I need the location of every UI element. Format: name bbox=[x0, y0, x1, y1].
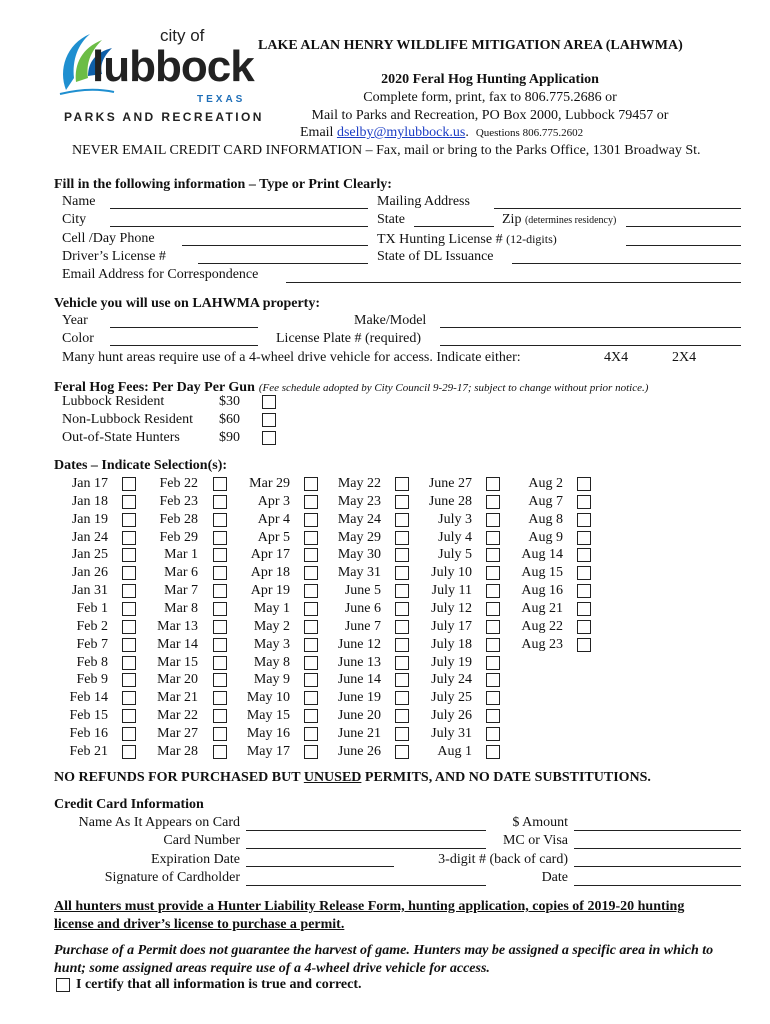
date-label: July 31 bbox=[431, 726, 472, 741]
name-field[interactable] bbox=[110, 208, 368, 209]
cvv-field[interactable] bbox=[574, 866, 741, 867]
date-label: Aug 9 bbox=[528, 530, 563, 545]
fee-checkbox[interactable] bbox=[262, 431, 276, 445]
date-label: July 10 bbox=[431, 565, 472, 580]
date-label: Feb 16 bbox=[69, 726, 108, 741]
year-label: Year bbox=[62, 313, 88, 328]
date-label: Feb 8 bbox=[76, 655, 108, 670]
date-label: Mar 1 bbox=[164, 547, 198, 562]
purchase-disclaimer: Purchase of a Permit does not guarantee the harvest of game. Hunters may be assigned a specific area in which to hunt; some assigned areas require use of a 4-wheel drive vehicle for access. bbox=[54, 943, 714, 976]
date-checkbox[interactable] bbox=[486, 745, 500, 759]
fees-note: (Fee schedule adopted by City Council 9-29-17; subject to change without prior notice.) bbox=[258, 382, 649, 394]
date-label: May 3 bbox=[253, 637, 290, 652]
info-heading: Fill in the following information – Type or Print Clearly: bbox=[54, 177, 392, 192]
fee-price: $90 bbox=[219, 430, 240, 445]
logo-texas: TEXAS bbox=[197, 94, 246, 105]
date-checkbox[interactable] bbox=[577, 531, 591, 545]
date-label: Aug 21 bbox=[521, 601, 563, 616]
date-label: Aug 22 bbox=[521, 619, 563, 634]
date-label: Jan 24 bbox=[71, 530, 108, 545]
card-name-label: Name As It Appears on Card bbox=[78, 815, 240, 830]
date-label: July 24 bbox=[431, 672, 472, 687]
date-label: Jan 18 bbox=[71, 494, 108, 509]
date-label: May 24 bbox=[337, 512, 381, 527]
date-checkbox[interactable] bbox=[486, 709, 500, 723]
date-label: Feb 29 bbox=[159, 530, 198, 545]
date-checkbox[interactable] bbox=[577, 513, 591, 527]
all-hunters-notice: All hunters must provide a Hunter Liability Release Form, hunting application, copies of 2019-20 hunting license and driver’s license to purchase a permit. bbox=[54, 899, 685, 932]
mc-visa-label: MC or Visa bbox=[502, 833, 568, 848]
date-label: May 22 bbox=[337, 476, 381, 491]
date-label: June 20 bbox=[337, 708, 381, 723]
header-line2: Mail to Parks and Recreation, PO Box 2000, Lubbock 79457 or bbox=[311, 108, 669, 123]
form-subtitle: 2020 Feral Hog Hunting Application bbox=[381, 72, 599, 87]
tx-license-field[interactable] bbox=[626, 245, 741, 246]
date-label: Feb 23 bbox=[159, 494, 198, 509]
email-link[interactable]: dselby@mylubbock.us bbox=[336, 125, 466, 140]
date-label: Apr 18 bbox=[250, 565, 290, 580]
email-line: Email dselby@mylubbock.us. Questions 806.775.2602 bbox=[300, 125, 584, 140]
date-label: Apr 4 bbox=[257, 512, 290, 527]
date-label: Date bbox=[541, 870, 568, 885]
zip-note: (determines residency) bbox=[524, 215, 617, 226]
date-checkbox[interactable] bbox=[486, 673, 500, 687]
date-label: Jan 17 bbox=[71, 476, 108, 491]
date-label: Jan 25 bbox=[71, 547, 108, 562]
card-heading: Credit Card Information bbox=[54, 797, 204, 812]
cell-label: Cell /Day Phone bbox=[62, 231, 155, 246]
refund-pre: NO REFUNDS FOR PURCHASED BUT bbox=[54, 770, 304, 785]
date-label: July 4 bbox=[438, 530, 472, 545]
date-label: July 17 bbox=[431, 619, 472, 634]
date-label: Mar 15 bbox=[157, 655, 198, 670]
date-label: June 28 bbox=[428, 494, 472, 509]
date-label: Mar 7 bbox=[164, 583, 198, 598]
date-label: May 9 bbox=[253, 672, 290, 687]
date-label: June 12 bbox=[337, 637, 381, 652]
cvv-label: 3-digit # (back of card) bbox=[438, 852, 568, 867]
date-checkbox[interactable] bbox=[577, 620, 591, 634]
date-checkbox[interactable] bbox=[486, 656, 500, 670]
date-label: Aug 7 bbox=[528, 494, 563, 509]
amount-label: $ Amount bbox=[512, 815, 568, 830]
vehicle-note: Many hunt areas require use of a 4-wheel drive vehicle for access. Indicate either: bbox=[62, 350, 521, 365]
date-label: July 18 bbox=[431, 637, 472, 652]
date-label: Aug 1 bbox=[437, 744, 472, 759]
date-checkbox[interactable] bbox=[577, 548, 591, 562]
card-exp-label: Expiration Date bbox=[150, 852, 240, 867]
date-label: June 6 bbox=[344, 601, 381, 616]
date-label: Aug 2 bbox=[528, 476, 563, 491]
date-label: June 27 bbox=[428, 476, 472, 491]
date-checkbox[interactable] bbox=[486, 727, 500, 741]
amount-field[interactable] bbox=[574, 830, 741, 831]
date-label: Jan 19 bbox=[71, 512, 108, 527]
date-label: Aug 8 bbox=[528, 512, 563, 527]
card-exp-field[interactable] bbox=[246, 866, 394, 867]
dl-label: Driver’s License # bbox=[62, 249, 166, 264]
date-checkbox[interactable] bbox=[577, 477, 591, 491]
date-checkbox[interactable] bbox=[486, 691, 500, 705]
date-label: Mar 14 bbox=[157, 637, 198, 652]
date-label: Aug 15 bbox=[521, 565, 563, 580]
mc-visa-field[interactable] bbox=[574, 848, 741, 849]
make-label: Make/Model bbox=[354, 313, 427, 328]
date-label: Feb 22 bbox=[159, 476, 198, 491]
certify-text: I certify that all information is true and correct. bbox=[76, 977, 362, 992]
date-label: July 12 bbox=[431, 601, 472, 616]
date-label: May 8 bbox=[253, 655, 290, 670]
date-label: Mar 27 bbox=[157, 726, 198, 741]
card-number-label: Card Number bbox=[163, 833, 240, 848]
cell-field[interactable] bbox=[182, 245, 368, 246]
fee-label: Lubbock Resident bbox=[62, 394, 165, 409]
date-label: June 14 bbox=[337, 672, 381, 687]
questions-phone: Questions 806.775.2602 bbox=[475, 127, 584, 139]
date-label: Feb 7 bbox=[76, 637, 108, 652]
fee-price: $60 bbox=[219, 412, 240, 427]
date-label: Feb 1 bbox=[76, 601, 108, 616]
mailing-field[interactable] bbox=[494, 208, 741, 209]
form-title: LAKE ALAN HENRY WILDLIFE MITIGATION AREA (LAHWMA) bbox=[258, 38, 683, 53]
date-label: Feb 28 bbox=[159, 512, 198, 527]
mailing-label: Mailing Address bbox=[377, 194, 470, 209]
tx-license-label-wrap bbox=[377, 231, 557, 248]
date-checkbox[interactable] bbox=[577, 602, 591, 616]
certify-checkbox[interactable] bbox=[56, 978, 70, 992]
date-label: July 5 bbox=[438, 547, 472, 562]
state-field[interactable] bbox=[414, 226, 494, 227]
date-label: Mar 22 bbox=[157, 708, 198, 723]
date-label: Apr 3 bbox=[257, 494, 290, 509]
dates-heading: Dates – Indicate Selection(s): bbox=[54, 458, 228, 473]
date-label: June 7 bbox=[344, 619, 381, 634]
date-label: May 23 bbox=[337, 494, 381, 509]
refund-unused: UNUSED bbox=[303, 770, 362, 785]
fees-heading: Feral Hog Fees: Per Day Per Gun bbox=[54, 380, 255, 395]
option-2x4[interactable]: 2X4 bbox=[672, 350, 697, 365]
date-label: May 1 bbox=[253, 601, 290, 616]
date-label: July 11 bbox=[431, 583, 472, 598]
refund-post: PERMITS, AND NO DATE SUBSTITUTIONS. bbox=[361, 770, 651, 785]
color-label: Color bbox=[62, 331, 94, 346]
date-label: May 15 bbox=[246, 708, 290, 723]
date-label: May 30 bbox=[337, 547, 381, 562]
date-label: July 3 bbox=[438, 512, 472, 527]
zip-label: Zip bbox=[502, 212, 522, 227]
date-label: May 2 bbox=[253, 619, 290, 634]
date-label: May 17 bbox=[246, 744, 290, 759]
date-label: Jan 31 bbox=[71, 583, 108, 598]
header-line1: Complete form, print, fax to 806.775.2686 or bbox=[363, 90, 617, 105]
email-field[interactable] bbox=[286, 282, 741, 283]
dl-state-label: State of DL Issuance bbox=[377, 249, 494, 264]
logo-parks: PARKS AND RECREATION bbox=[64, 110, 264, 124]
date-label: July 19 bbox=[431, 655, 472, 670]
never-email-warning: NEVER EMAIL CREDIT CARD INFORMATION – Fax, mail or bring to the Parks Office, 1301 Broadway St. bbox=[72, 143, 701, 158]
date-label: July 25 bbox=[431, 690, 472, 705]
date-label: Mar 13 bbox=[157, 619, 198, 634]
color-field[interactable] bbox=[110, 345, 258, 346]
name-label: Name bbox=[62, 194, 96, 209]
tx-license-label: TX Hunting License # bbox=[377, 232, 503, 247]
option-4x4[interactable]: 4X4 bbox=[604, 350, 629, 365]
date-label: Aug 14 bbox=[521, 547, 563, 562]
date-label: May 10 bbox=[246, 690, 290, 705]
date-label: Feb 9 bbox=[76, 672, 108, 687]
fee-checkbox[interactable] bbox=[262, 413, 276, 427]
date-label: Feb 2 bbox=[76, 619, 108, 634]
fee-checkbox[interactable] bbox=[262, 395, 276, 409]
date-label: Aug 23 bbox=[521, 637, 563, 652]
date-label: July 26 bbox=[431, 708, 472, 723]
date-label: June 19 bbox=[337, 690, 381, 705]
fee-label: Out-of-State Hunters bbox=[62, 430, 180, 445]
date-label: May 31 bbox=[337, 565, 381, 580]
date-checkbox[interactable] bbox=[577, 566, 591, 580]
date-label: Mar 29 bbox=[249, 476, 290, 491]
logo-lubbock: lubbock bbox=[92, 42, 254, 91]
date-label: Aug 16 bbox=[521, 583, 563, 598]
date-label: May 16 bbox=[246, 726, 290, 741]
date-label: Feb 14 bbox=[69, 690, 108, 705]
date-label: Feb 15 bbox=[69, 708, 108, 723]
city-label: City bbox=[62, 212, 87, 227]
date-label: Mar 20 bbox=[157, 672, 198, 687]
refund-notice bbox=[54, 770, 651, 786]
date-label: Mar 21 bbox=[157, 690, 198, 705]
state-label: State bbox=[377, 212, 405, 227]
logo-city-of: city of bbox=[160, 26, 205, 45]
date-checkbox[interactable] bbox=[577, 584, 591, 598]
fee-price: $30 bbox=[219, 394, 240, 409]
city-logo bbox=[56, 26, 264, 128]
email-label: Email Address for Correspondence bbox=[62, 267, 259, 282]
make-field[interactable] bbox=[440, 327, 741, 328]
city-field[interactable] bbox=[110, 226, 368, 227]
date-label: June 5 bbox=[344, 583, 381, 598]
date-label: Mar 8 bbox=[164, 601, 198, 616]
date-label: Jan 26 bbox=[71, 565, 108, 580]
plate-label: License Plate # (required) bbox=[276, 331, 421, 346]
date-label: Apr 5 bbox=[257, 530, 290, 545]
date-label: Feb 21 bbox=[69, 744, 108, 759]
plate-field[interactable] bbox=[440, 345, 741, 346]
date-label: Mar 28 bbox=[157, 744, 198, 759]
date-label: Mar 6 bbox=[164, 565, 198, 580]
vehicle-heading: Vehicle you will use on LAHWMA property: bbox=[54, 296, 321, 311]
zip-field[interactable] bbox=[626, 226, 741, 227]
date-label: Apr 19 bbox=[250, 583, 290, 598]
fee-label: Non-Lubbock Resident bbox=[62, 412, 194, 427]
date-label: Apr 17 bbox=[250, 547, 290, 562]
email-prefix: Email bbox=[300, 125, 334, 140]
date-label: May 29 bbox=[337, 530, 381, 545]
date-label: June 13 bbox=[337, 655, 381, 670]
dl-state-field[interactable] bbox=[512, 263, 741, 264]
zip-label-wrap bbox=[502, 212, 616, 229]
date-label: June 21 bbox=[337, 726, 381, 741]
date-label: June 26 bbox=[337, 744, 381, 759]
card-sig-label: Signature of Cardholder bbox=[104, 870, 240, 885]
tx-license-note: (12-digits) bbox=[506, 232, 557, 246]
year-field[interactable] bbox=[110, 327, 258, 328]
date-field[interactable] bbox=[574, 885, 741, 886]
dl-field[interactable] bbox=[198, 263, 368, 264]
date-checkbox[interactable] bbox=[577, 495, 591, 509]
date-checkbox[interactable] bbox=[577, 638, 591, 652]
